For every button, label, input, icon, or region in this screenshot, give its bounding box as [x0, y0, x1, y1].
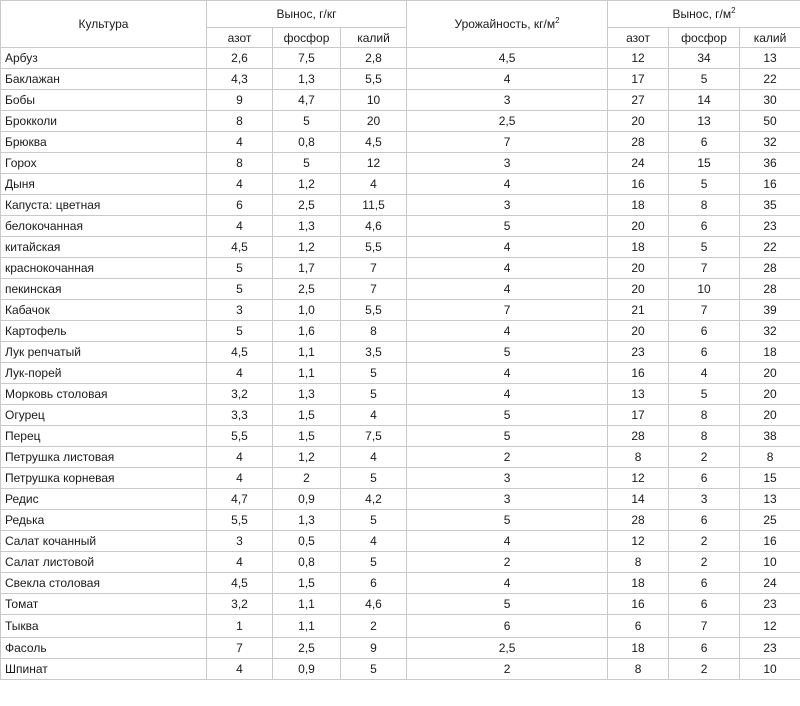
culture-cell: Кабачок [1, 300, 207, 321]
table-row [1, 363, 800, 384]
k-per-m2-cell: 30 [740, 90, 800, 111]
n-per-m2-cell: 23 [608, 342, 669, 363]
culture-cell: Перец [1, 426, 207, 447]
k-per-kg-cell: 2 [341, 615, 407, 638]
yield-cell: 2 [407, 659, 608, 680]
n-per-kg-cell: 4,5 [207, 573, 273, 594]
k-per-kg-cell: 4,6 [341, 216, 407, 237]
header-culture: Культура [1, 1, 207, 48]
table-row [1, 300, 800, 321]
n-per-m2-cell: 16 [608, 594, 669, 615]
k-per-m2-cell: 18 [740, 342, 800, 363]
culture-cell: Капуста: цветная [1, 195, 207, 216]
p-per-m2-cell: 6 [669, 594, 740, 615]
p-per-kg-cell: 7,5 [273, 48, 341, 69]
n-per-m2-cell: 6 [608, 615, 669, 638]
yield-cell: 3 [407, 468, 608, 489]
subheader-potassium: калий [341, 28, 407, 48]
n-per-kg-cell: 7 [207, 638, 273, 659]
p-per-m2-cell: 6 [669, 573, 740, 594]
p-per-m2-cell: 2 [669, 447, 740, 468]
p-per-kg-cell: 1,5 [273, 426, 341, 447]
table-row [1, 216, 800, 237]
table-row [1, 426, 800, 447]
p-per-kg-cell: 2,5 [273, 279, 341, 300]
n-per-m2-cell: 24 [608, 153, 669, 174]
k-per-m2-cell: 23 [740, 594, 800, 615]
n-per-kg-cell: 5 [207, 321, 273, 342]
n-per-kg-cell: 2,6 [207, 48, 273, 69]
k-per-kg-cell: 4 [341, 531, 407, 552]
n-per-m2-cell: 20 [608, 321, 669, 342]
culture-cell: Брюква [1, 132, 207, 153]
k-per-m2-cell: 15 [740, 468, 800, 489]
subheader-potassium-m2: калий [740, 28, 800, 48]
p-per-m2-cell: 3 [669, 489, 740, 510]
yield-cell: 5 [407, 426, 608, 447]
yield-cell: 7 [407, 132, 608, 153]
n-per-m2-cell: 13 [608, 384, 669, 405]
culture-cell: Шпинат [1, 659, 207, 680]
n-per-m2-cell: 20 [608, 216, 669, 237]
header-removal-per-kg: Вынос, г/кг [207, 1, 407, 28]
yield-cell: 4 [407, 69, 608, 90]
yield-cell: 3 [407, 153, 608, 174]
table-row [1, 132, 800, 153]
p-per-m2-cell: 8 [669, 195, 740, 216]
n-per-m2-cell: 8 [608, 552, 669, 573]
p-per-m2-cell: 2 [669, 531, 740, 552]
yield-cell: 5 [407, 216, 608, 237]
table-row [1, 405, 800, 426]
p-per-kg-cell: 0,9 [273, 659, 341, 680]
yield-cell: 3 [407, 195, 608, 216]
k-per-kg-cell: 7,5 [341, 426, 407, 447]
p-per-kg-cell: 1,0 [273, 300, 341, 321]
yield-cell: 4 [407, 573, 608, 594]
table-row [1, 342, 800, 363]
k-per-kg-cell: 7 [341, 258, 407, 279]
k-per-kg-cell: 12 [341, 153, 407, 174]
n-per-m2-cell: 12 [608, 48, 669, 69]
table-row [1, 489, 800, 510]
culture-cell: Лук репчатый [1, 342, 207, 363]
p-per-kg-cell: 5 [273, 111, 341, 132]
n-per-m2-cell: 8 [608, 447, 669, 468]
k-per-kg-cell: 4 [341, 405, 407, 426]
subheader-nitrogen: азот [207, 28, 273, 48]
k-per-kg-cell: 11,5 [341, 195, 407, 216]
table-row [1, 552, 800, 573]
k-per-m2-cell: 10 [740, 659, 800, 680]
yield-cell: 4 [407, 531, 608, 552]
k-per-m2-cell: 28 [740, 279, 800, 300]
n-per-m2-cell: 17 [608, 69, 669, 90]
p-per-m2-cell: 6 [669, 216, 740, 237]
n-per-kg-cell: 3,2 [207, 594, 273, 615]
n-per-m2-cell: 20 [608, 279, 669, 300]
table-row [1, 447, 800, 468]
p-per-kg-cell: 1,3 [273, 69, 341, 90]
subheader-nitrogen-m2: азот [608, 28, 669, 48]
k-per-m2-cell: 39 [740, 300, 800, 321]
p-per-kg-cell: 0,8 [273, 552, 341, 573]
k-per-kg-cell: 3,5 [341, 342, 407, 363]
n-per-kg-cell: 3,3 [207, 405, 273, 426]
p-per-m2-cell: 34 [669, 48, 740, 69]
table-row [1, 48, 800, 69]
table-row [1, 510, 800, 531]
n-per-kg-cell: 5,5 [207, 426, 273, 447]
p-per-m2-cell: 5 [669, 174, 740, 195]
k-per-m2-cell: 32 [740, 321, 800, 342]
k-per-kg-cell: 10 [341, 90, 407, 111]
n-per-kg-cell: 4 [207, 447, 273, 468]
n-per-kg-cell: 5 [207, 258, 273, 279]
n-per-kg-cell: 8 [207, 153, 273, 174]
yield-cell: 3 [407, 489, 608, 510]
yield-cell: 4,5 [407, 48, 608, 69]
k-per-m2-cell: 50 [740, 111, 800, 132]
n-per-m2-cell: 27 [608, 90, 669, 111]
n-per-m2-cell: 18 [608, 638, 669, 659]
p-per-kg-cell: 1,1 [273, 615, 341, 638]
k-per-kg-cell: 2,8 [341, 48, 407, 69]
table-row [1, 90, 800, 111]
table-row [1, 153, 800, 174]
n-per-m2-cell: 28 [608, 510, 669, 531]
k-per-kg-cell: 5,5 [341, 300, 407, 321]
culture-cell: Морковь столовая [1, 384, 207, 405]
yield-cell: 4 [407, 384, 608, 405]
k-per-m2-cell: 38 [740, 426, 800, 447]
p-per-kg-cell: 0,9 [273, 489, 341, 510]
header-removal-per-m2: Вынос, $г/м^2$ [608, 1, 800, 28]
culture-cell: Томат [1, 594, 207, 615]
k-per-kg-cell: 5 [341, 552, 407, 573]
p-per-m2-cell: 7 [669, 258, 740, 279]
yield-cell: 7 [407, 300, 608, 321]
table-row [1, 531, 800, 552]
n-per-kg-cell: 4,3 [207, 69, 273, 90]
k-per-m2-cell: 23 [740, 638, 800, 659]
table-row [1, 237, 800, 258]
k-per-kg-cell: 4 [341, 447, 407, 468]
p-per-kg-cell: 2,5 [273, 195, 341, 216]
subheader-phosphorus: фосфор [273, 28, 341, 48]
yield-cell: 4 [407, 237, 608, 258]
p-per-kg-cell: 1,3 [273, 384, 341, 405]
k-per-kg-cell: 8 [341, 321, 407, 342]
n-per-kg-cell: 5 [207, 279, 273, 300]
yield-cell: 6 [407, 615, 608, 638]
culture-cell: Бобы [1, 90, 207, 111]
k-per-kg-cell: 5 [341, 510, 407, 531]
n-per-m2-cell: 17 [608, 405, 669, 426]
k-per-kg-cell: 4,6 [341, 594, 407, 615]
culture-cell: Тыква [1, 615, 207, 638]
k-per-kg-cell: 20 [341, 111, 407, 132]
n-per-m2-cell: 21 [608, 300, 669, 321]
table-row [1, 468, 800, 489]
culture-cell: Салат кочанный [1, 531, 207, 552]
p-per-kg-cell: 1,5 [273, 405, 341, 426]
k-per-kg-cell: 9 [341, 638, 407, 659]
n-per-kg-cell: 4,5 [207, 342, 273, 363]
n-per-kg-cell: 3 [207, 300, 273, 321]
yield-cell: 2 [407, 447, 608, 468]
culture-cell: Арбуз [1, 48, 207, 69]
p-per-kg-cell: 1,2 [273, 174, 341, 195]
table-row [1, 111, 800, 132]
p-per-m2-cell: 8 [669, 405, 740, 426]
k-per-m2-cell: 23 [740, 216, 800, 237]
table-row [1, 594, 800, 615]
culture-cell: Свекла столовая [1, 573, 207, 594]
n-per-m2-cell: 16 [608, 174, 669, 195]
k-per-kg-cell: 5,5 [341, 69, 407, 90]
n-per-kg-cell: 3,2 [207, 384, 273, 405]
n-per-m2-cell: 14 [608, 489, 669, 510]
yield-cell: 4 [407, 174, 608, 195]
yield-cell: 4 [407, 279, 608, 300]
k-per-kg-cell: 4,5 [341, 132, 407, 153]
k-per-m2-cell: 20 [740, 363, 800, 384]
n-per-kg-cell: 4,5 [207, 237, 273, 258]
n-per-m2-cell: 16 [608, 363, 669, 384]
k-per-kg-cell: 7 [341, 279, 407, 300]
n-per-m2-cell: 20 [608, 258, 669, 279]
p-per-kg-cell: 1,7 [273, 258, 341, 279]
k-per-m2-cell: 36 [740, 153, 800, 174]
p-per-m2-cell: 6 [669, 510, 740, 531]
culture-cell: Петрушка листовая [1, 447, 207, 468]
table-row [1, 384, 800, 405]
k-per-m2-cell: 13 [740, 48, 800, 69]
k-per-m2-cell: 22 [740, 237, 800, 258]
k-per-m2-cell: 20 [740, 405, 800, 426]
n-per-kg-cell: 4 [207, 659, 273, 680]
culture-cell: Дыня [1, 174, 207, 195]
n-per-kg-cell: 4 [207, 174, 273, 195]
k-per-m2-cell: 28 [740, 258, 800, 279]
k-per-kg-cell: 5 [341, 468, 407, 489]
p-per-kg-cell: 0,8 [273, 132, 341, 153]
n-per-m2-cell: 18 [608, 195, 669, 216]
p-per-m2-cell: 15 [669, 153, 740, 174]
yield-cell: 4 [407, 363, 608, 384]
p-per-m2-cell: 6 [669, 468, 740, 489]
p-per-m2-cell: 5 [669, 69, 740, 90]
p-per-kg-cell: 1,1 [273, 594, 341, 615]
table-row [1, 258, 800, 279]
p-per-kg-cell: 2 [273, 468, 341, 489]
yield-cell: 4 [407, 258, 608, 279]
p-per-m2-cell: 13 [669, 111, 740, 132]
k-per-m2-cell: 8 [740, 447, 800, 468]
n-per-m2-cell: 28 [608, 132, 669, 153]
p-per-kg-cell: 4,7 [273, 90, 341, 111]
culture-cell: Петрушка корневая [1, 468, 207, 489]
table-row [1, 615, 800, 638]
culture-cell: Лук-порей [1, 363, 207, 384]
table-row [1, 174, 800, 195]
n-per-m2-cell: 18 [608, 573, 669, 594]
k-per-kg-cell: 6 [341, 573, 407, 594]
culture-cell: белокочанная [1, 216, 207, 237]
yield-cell: 2 [407, 552, 608, 573]
p-per-m2-cell: 5 [669, 237, 740, 258]
yield-cell: 5 [407, 594, 608, 615]
k-per-kg-cell: 5,5 [341, 237, 407, 258]
yield-cell: 5 [407, 342, 608, 363]
p-per-kg-cell: 1,2 [273, 447, 341, 468]
n-per-kg-cell: 6 [207, 195, 273, 216]
culture-cell: Фасоль [1, 638, 207, 659]
k-per-kg-cell: 4 [341, 174, 407, 195]
p-per-m2-cell: 7 [669, 615, 740, 638]
table-row [1, 573, 800, 594]
culture-cell: Огурец [1, 405, 207, 426]
p-per-kg-cell: 1,6 [273, 321, 341, 342]
n-per-kg-cell: 9 [207, 90, 273, 111]
culture-cell: Редька [1, 510, 207, 531]
yield-cell: 3 [407, 90, 608, 111]
n-per-m2-cell: 12 [608, 468, 669, 489]
k-per-m2-cell: 32 [740, 132, 800, 153]
n-per-m2-cell: 18 [608, 237, 669, 258]
p-per-kg-cell: 1,3 [273, 216, 341, 237]
p-per-kg-cell: 2,5 [273, 638, 341, 659]
p-per-m2-cell: 6 [669, 321, 740, 342]
table-row [1, 321, 800, 342]
culture-cell: китайская [1, 237, 207, 258]
culture-cell: Брокколи [1, 111, 207, 132]
k-per-kg-cell: 5 [341, 384, 407, 405]
k-per-m2-cell: 16 [740, 174, 800, 195]
k-per-m2-cell: 35 [740, 195, 800, 216]
n-per-kg-cell: 4 [207, 216, 273, 237]
n-per-kg-cell: 1 [207, 615, 273, 638]
n-per-kg-cell: 4 [207, 552, 273, 573]
k-per-m2-cell: 20 [740, 384, 800, 405]
yield-cell: 4 [407, 321, 608, 342]
culture-cell: Картофель [1, 321, 207, 342]
p-per-kg-cell: 5 [273, 153, 341, 174]
table-row [1, 638, 800, 659]
table-row [1, 279, 800, 300]
n-per-kg-cell: 4 [207, 363, 273, 384]
yield-cell: 2,5 [407, 638, 608, 659]
yield-cell: 5 [407, 405, 608, 426]
p-per-m2-cell: 14 [669, 90, 740, 111]
p-per-m2-cell: 10 [669, 279, 740, 300]
n-per-kg-cell: 4,7 [207, 489, 273, 510]
p-per-m2-cell: 8 [669, 426, 740, 447]
k-per-kg-cell: 4,2 [341, 489, 407, 510]
table-body [1, 48, 800, 680]
n-per-kg-cell: 5,5 [207, 510, 273, 531]
k-per-m2-cell: 10 [740, 552, 800, 573]
n-per-m2-cell: 8 [608, 659, 669, 680]
k-per-m2-cell: 24 [740, 573, 800, 594]
p-per-m2-cell: 2 [669, 659, 740, 680]
p-per-m2-cell: 6 [669, 342, 740, 363]
p-per-kg-cell: 0,5 [273, 531, 341, 552]
n-per-kg-cell: 4 [207, 132, 273, 153]
culture-cell: Горох [1, 153, 207, 174]
n-per-kg-cell: 8 [207, 111, 273, 132]
k-per-m2-cell: 13 [740, 489, 800, 510]
p-per-kg-cell: 1,3 [273, 510, 341, 531]
p-per-m2-cell: 6 [669, 132, 740, 153]
yield-cell: 5 [407, 510, 608, 531]
table-row [1, 659, 800, 680]
p-per-m2-cell: 6 [669, 638, 740, 659]
n-per-kg-cell: 3 [207, 531, 273, 552]
header-yield: Урожайность, $кг/м^2$ [407, 1, 608, 48]
p-per-kg-cell: 1,2 [273, 237, 341, 258]
yield-cell: 2,5 [407, 111, 608, 132]
p-per-m2-cell: 2 [669, 552, 740, 573]
n-per-m2-cell: 12 [608, 531, 669, 552]
table-row [1, 69, 800, 90]
n-per-m2-cell: 20 [608, 111, 669, 132]
culture-cell: Редис [1, 489, 207, 510]
subheader-phosphorus-m2: фосфор [669, 28, 740, 48]
n-per-m2-cell: 28 [608, 426, 669, 447]
table-row [1, 195, 800, 216]
p-per-kg-cell: 1,1 [273, 363, 341, 384]
p-per-m2-cell: 4 [669, 363, 740, 384]
culture-cell: Салат листовой [1, 552, 207, 573]
culture-cell: пекинская [1, 279, 207, 300]
k-per-m2-cell: 25 [740, 510, 800, 531]
n-per-kg-cell: 4 [207, 468, 273, 489]
culture-cell: краснокочанная [1, 258, 207, 279]
k-per-m2-cell: 16 [740, 531, 800, 552]
k-per-m2-cell: 12 [740, 615, 800, 638]
k-per-kg-cell: 5 [341, 659, 407, 680]
p-per-m2-cell: 7 [669, 300, 740, 321]
k-per-m2-cell: 22 [740, 69, 800, 90]
header-row [1, 1, 800, 28]
culture-cell: Баклажан [1, 69, 207, 90]
p-per-m2-cell: 5 [669, 384, 740, 405]
k-per-kg-cell: 5 [341, 363, 407, 384]
p-per-kg-cell: 1,5 [273, 573, 341, 594]
p-per-kg-cell: 1,1 [273, 342, 341, 363]
